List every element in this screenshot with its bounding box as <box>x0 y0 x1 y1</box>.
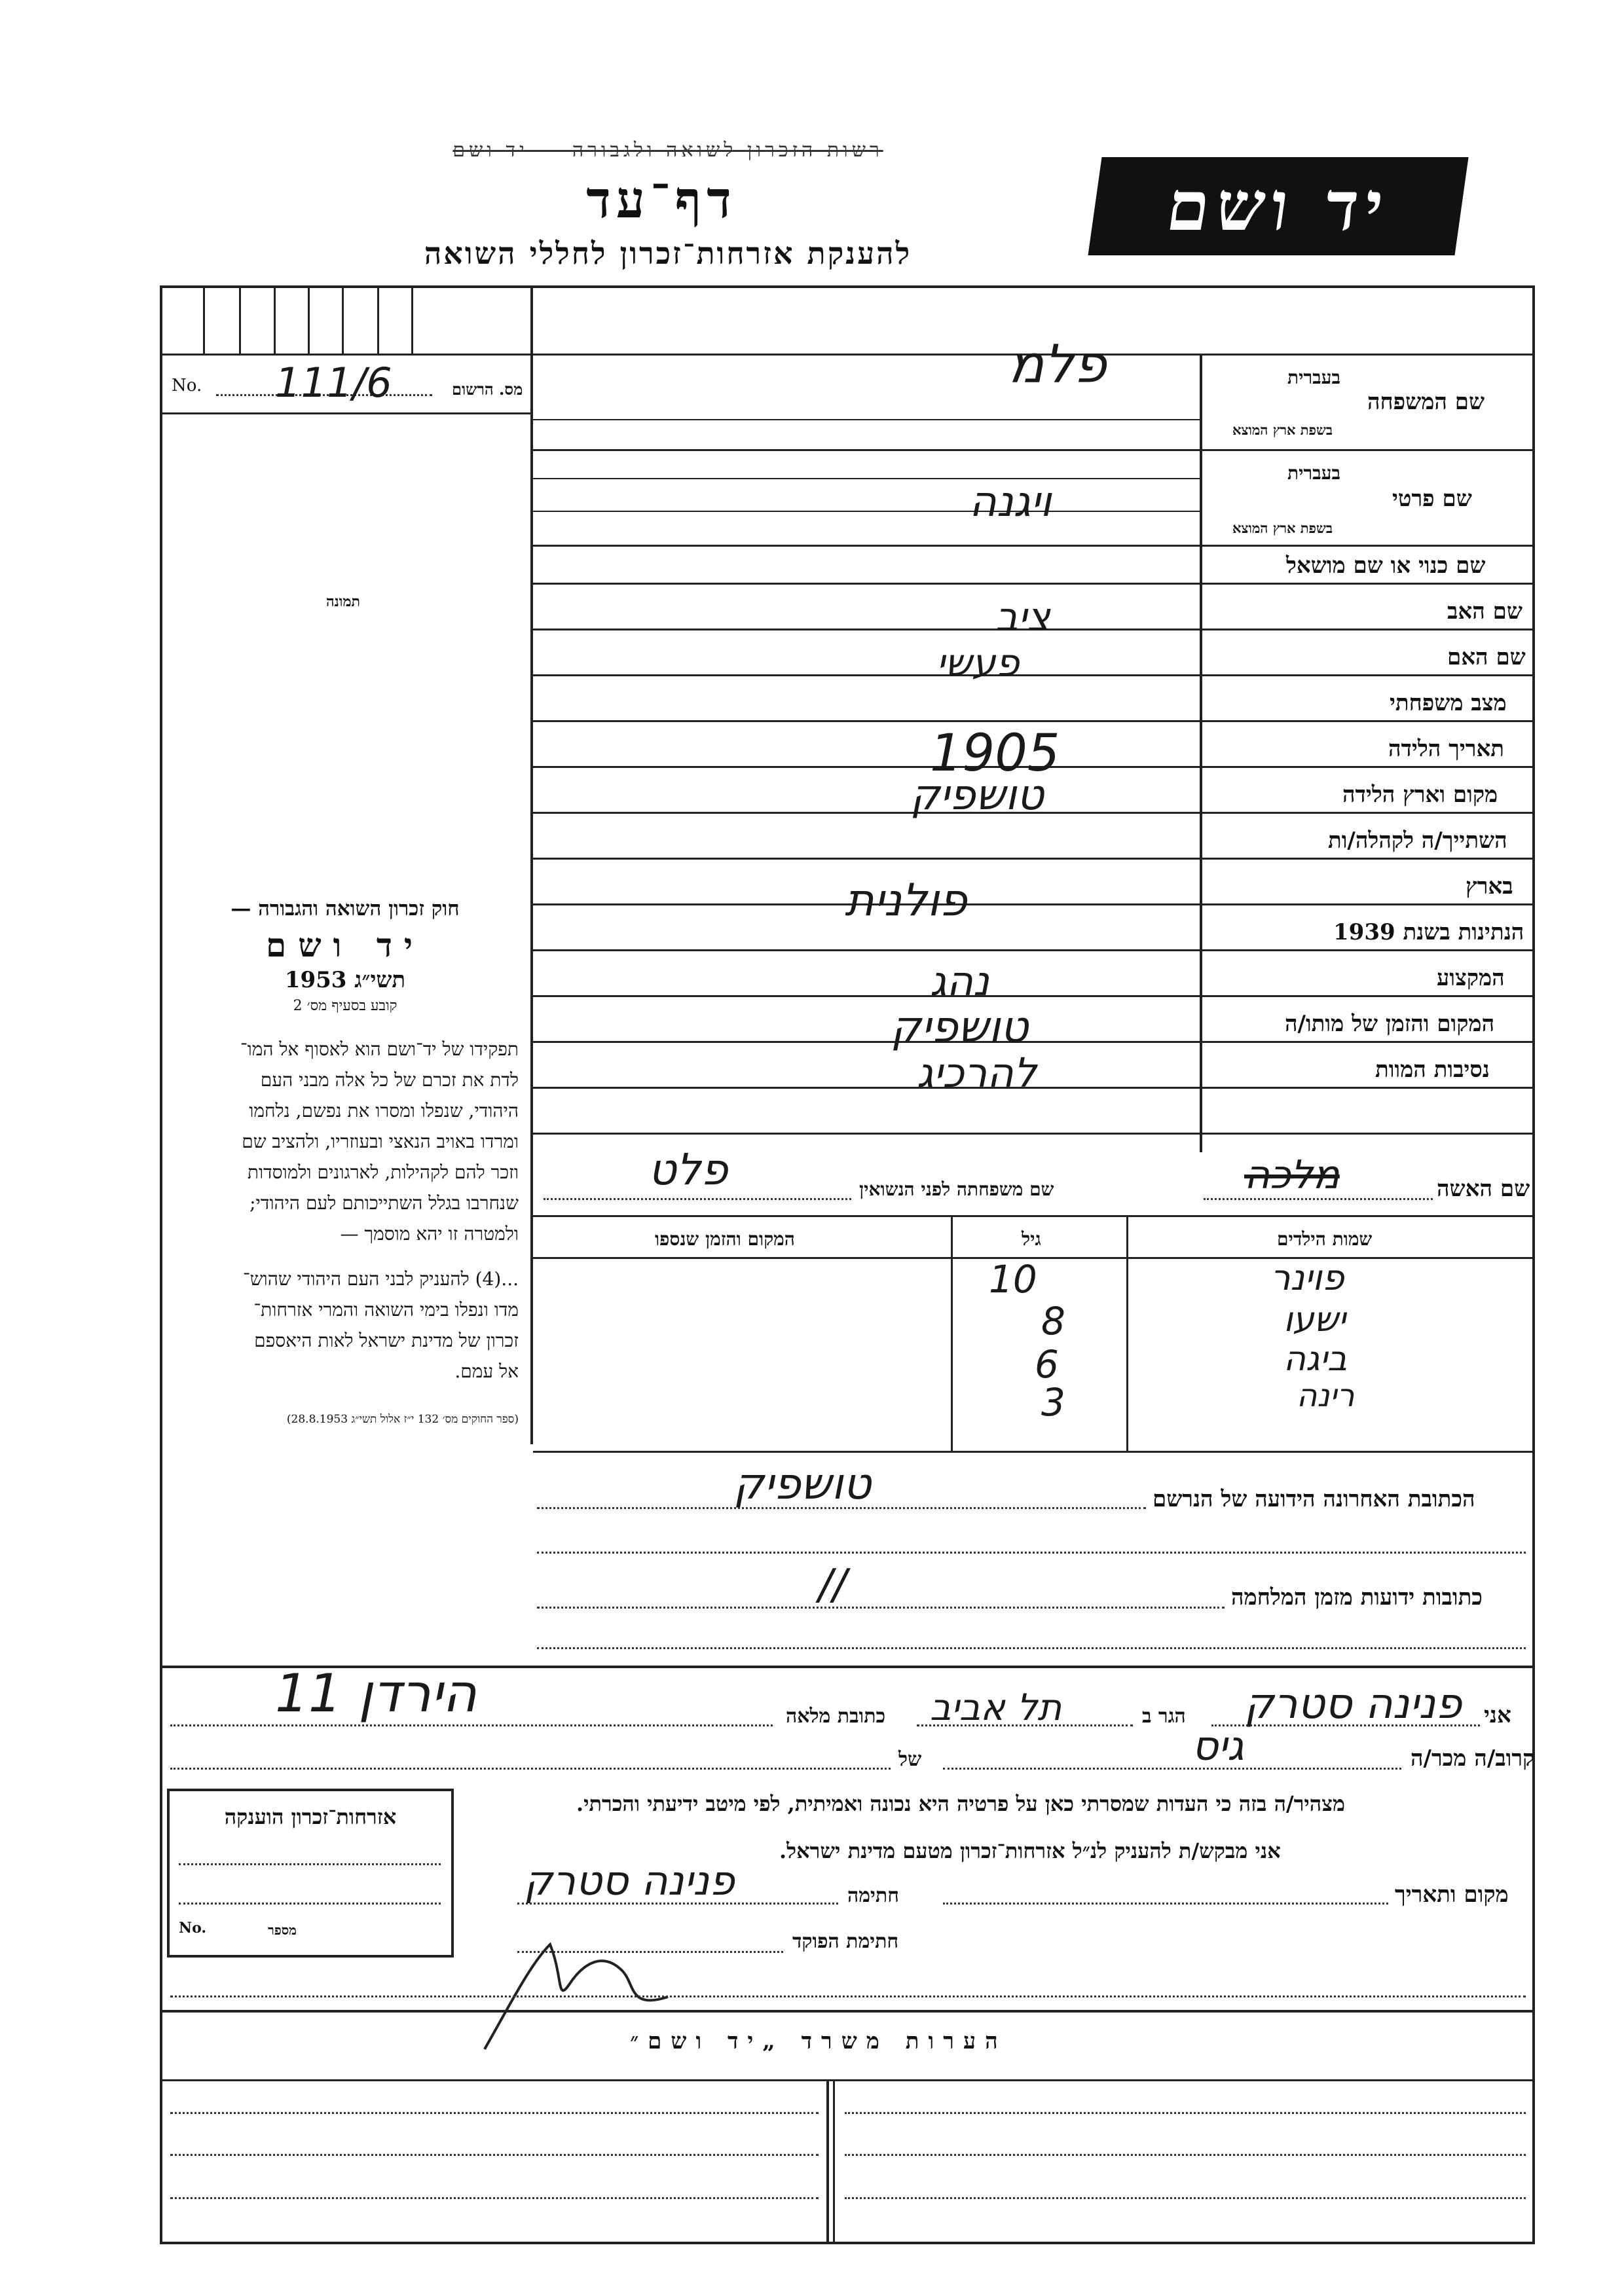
father-name-label: שם האב <box>1447 598 1522 625</box>
law-line: היהודי, שנפלו ומסרו את נפשם, נלחמו <box>249 1100 519 1121</box>
citizenship-stamp-box <box>167 1789 454 1958</box>
law-line: ...(4) להעניק לבני העם היהודי שהוש־ <box>243 1268 519 1290</box>
law-line: ומרדו באויב הנאצי ובעוזריו, ולהציב שם <box>242 1131 519 1152</box>
top-line: רשות הזכרון לשואה ולגבורה — יד ושם <box>452 139 883 162</box>
wife-name-value: מלכה <box>1244 1152 1340 1198</box>
office-notes-title: הערות משרד „יד ושם״ <box>630 2028 1007 2054</box>
law-line: שנחרבו בגלל השתייכותם לעם היהודי; <box>249 1192 519 1214</box>
country-label: בארץ <box>1466 873 1513 900</box>
form-title: דף־עד <box>586 170 737 230</box>
family-name-value: פלמ <box>1008 334 1107 395</box>
mother-name-label: שם האם <box>1447 644 1526 670</box>
mother-name-value: פעשי <box>936 640 1020 685</box>
place-date-label: מקום ותאריך <box>1395 1882 1509 1908</box>
children-place-header: המקום והזמן שנספו <box>655 1228 795 1250</box>
declarant-address-value: הירדן 11 <box>275 1663 477 1724</box>
request-text: אני מבקש/ת להעניק לנ״ל אזרחות־זכרון מטעם מדינת ישראל. <box>779 1838 1281 1863</box>
last-address-value: טושפיק <box>733 1459 872 1509</box>
stamp-box-number-label: מספר <box>268 1922 297 1938</box>
first-name-sub-hebrew: בעברית <box>1287 462 1341 484</box>
law-clause: קובע בסעיף מס׳ 2 <box>293 998 397 1014</box>
father-name-value: ציב <box>995 594 1050 640</box>
declaration-text: מצהיר/ה בזה כי העדות שמסרתי כאן על פרטיה היא נכונה ואמיתית, לפי מיטב ידיעתי והכרתי. <box>576 1791 1345 1816</box>
wartime-address-value: // <box>819 1561 847 1609</box>
registration-number: 111/6 <box>275 359 392 407</box>
declarant-city-value: תל אביב <box>930 1686 1062 1729</box>
community-label: השתייך/ה לקהלה/ות <box>1328 828 1507 854</box>
death-circumstances-value: להרכיג <box>917 1049 1037 1097</box>
form-subtitle: להענקת אזרחות־זכרון לחללי השואה <box>424 236 912 271</box>
declarant-signature: פנינה סטרק <box>524 1857 735 1904</box>
country-value: פולנית <box>845 875 967 926</box>
law-title: חוק זכרון השואה והגבורה — <box>231 897 460 920</box>
child-age: 8 <box>1041 1299 1065 1343</box>
law-source: (ספר החוקים מס׳ 132 י״ז אלול תשי״ג 28.8.1953) <box>286 1413 519 1426</box>
maiden-name-label: שם משפחתה לפני הנשואין <box>859 1178 1054 1200</box>
first-name-label: שם פרטי <box>1392 486 1472 512</box>
profession-label: המקצוע <box>1437 965 1505 991</box>
relative-label: קרוב/ה מכר/ה <box>1411 1745 1535 1772</box>
declarant-ani-label: אני <box>1484 1702 1511 1728</box>
photo-label: תמונה <box>326 593 360 610</box>
child-name: ביגה <box>1283 1339 1348 1379</box>
profession-value: נהג <box>930 957 989 1005</box>
logo-text: יד ושם <box>1162 166 1395 246</box>
death-place-label: המקום והזמן של מותו/ה <box>1285 1011 1495 1037</box>
law-block <box>172 897 519 1426</box>
birth-place-value: טושפיק <box>910 771 1044 820</box>
children-names-header: שמות הילדים <box>1277 1228 1373 1250</box>
declarant-name-value: פנינה סטרק <box>1244 1680 1462 1728</box>
wife-name-label: שם האשה <box>1437 1176 1530 1202</box>
first-name-value: ויגנה <box>969 478 1052 526</box>
death-circumstances-label: נסיבות המוות <box>1375 1057 1490 1083</box>
child-name: ישעו <box>1283 1300 1346 1339</box>
child-name: רינה <box>1297 1377 1355 1414</box>
declarant-resides-label: הגר ב <box>1142 1705 1186 1728</box>
birth-place-label: מקום וארץ הלידה <box>1342 782 1498 808</box>
law-line: וזכר להם לקהילות, לארגונים ולמוסדות <box>247 1161 519 1183</box>
wartime-address-label: כתובות ידועות מזמן המלחמה <box>1231 1584 1483 1611</box>
relative-value: גיס <box>1192 1722 1244 1770</box>
death-place-value: טושפיק <box>891 1002 1029 1052</box>
law-line: לדת את זכרם של כל אלה מבני העם <box>260 1069 519 1091</box>
stamp-box-title: אזרחות־זכרון הוענקה <box>224 1804 397 1829</box>
registration-no-prefix: No. <box>172 376 202 395</box>
law-line: תפקידו של יד־ושם הוא לאסוף אל המו־ <box>240 1038 519 1060</box>
law-year: תשי״ג 1953 <box>284 967 406 993</box>
officer-signature-label: חתימת הפוקד <box>792 1930 899 1953</box>
law-line: זכרון של מדינת ישראל לאות היאספם <box>254 1330 519 1351</box>
relative-of-label: של <box>898 1748 922 1771</box>
first-name-sub-origin: בשפת ארץ המוצא <box>1232 520 1333 536</box>
family-name-sub-origin: בשפת ארץ המוצא <box>1232 422 1333 438</box>
family-name-sub-hebrew: בעברית <box>1287 367 1341 388</box>
signature-label: חתימה <box>847 1884 899 1907</box>
last-address-label: הכתובת האחרונה הידועה של הנרשם <box>1153 1486 1475 1512</box>
birth-date-value: 1905 <box>930 724 1060 783</box>
child-age: 6 <box>1035 1342 1059 1387</box>
children-age-header: גיל <box>1022 1228 1041 1250</box>
yad-vashem-logo <box>1088 157 1468 255</box>
marital-status-label: מצב משפחתי <box>1390 690 1507 716</box>
registration-label: מס. הרשום <box>452 380 523 399</box>
law-name: יד ושם <box>266 926 424 964</box>
child-name: פוינר <box>1270 1257 1344 1298</box>
nickname-label: שם כנוי או שם מושאל <box>1286 553 1486 579</box>
citizenship-label: הנתינות בשנת 1939 <box>1333 919 1524 945</box>
birth-date-label: תאריך הלידה <box>1388 736 1505 762</box>
maiden-name-value: פלט <box>648 1144 728 1195</box>
law-line: אל עמם. <box>454 1360 519 1382</box>
child-age: 3 <box>1041 1380 1065 1425</box>
declarant-address-label: כתובת מלאה <box>786 1705 886 1728</box>
stamp-box-no-prefix: No. <box>179 1920 207 1937</box>
child-age: 10 <box>989 1257 1037 1302</box>
law-line: מדו ונפלו בימי השואה והמרי אזרחות־ <box>253 1299 519 1321</box>
law-line: ולמטרה זו יהא מוסמך — <box>340 1223 519 1245</box>
family-name-label: שם המשפחה <box>1367 389 1485 415</box>
